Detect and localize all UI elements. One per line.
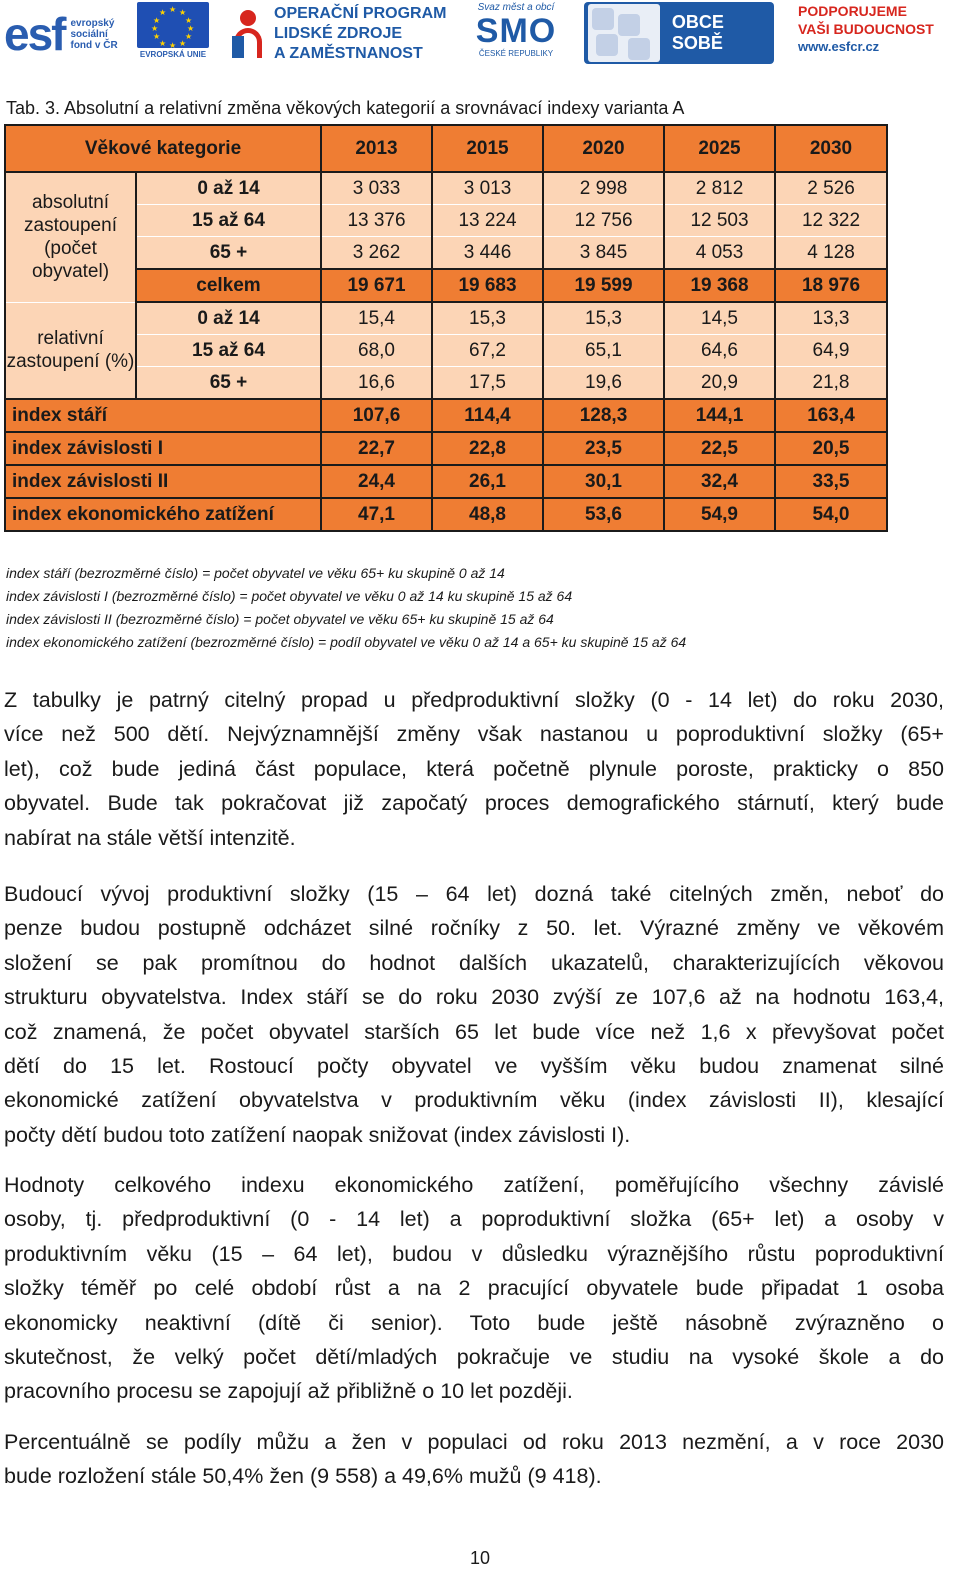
paragraph <box>4 1168 944 1409</box>
note-line: index stáří (bezrozměrné číslo) = počet obyvatel ve věku 65+ ku skupině 0 až 14 <box>6 565 505 581</box>
table-cell: 107,6 <box>321 399 432 432</box>
group-absolute: absolutní zastoupení (počet obyvatel) <box>5 172 136 302</box>
table-cell: 144,1 <box>664 399 775 432</box>
row-label: 15 až 64 <box>136 335 321 367</box>
table-cell: 67,2 <box>432 335 543 367</box>
table-cell: 4 053 <box>664 237 775 270</box>
row-label: 0 až 14 <box>136 302 321 335</box>
table-cell: 64,6 <box>664 335 775 367</box>
esf-logo-mark: esf <box>4 8 65 60</box>
index-row <box>5 465 887 498</box>
text-line: osoby, tj. předproduktivní (0 - 14 let) a poproduktivní složka (65+ let) a osoby v <box>4 1207 944 1232</box>
table-cell: 54,9 <box>664 498 775 531</box>
table-cell: 48,8 <box>432 498 543 531</box>
text-line: bude rozložení stále 50,4% žen (9 558) a 49,6% mužů (9 418). <box>4 1464 602 1489</box>
eu-flag-icon: ★ ★ ★ ★ ★ ★ ★ ★ ★ ★ ★ ★ <box>137 2 209 48</box>
table-cell: 47,1 <box>321 498 432 531</box>
eu-caption: EVROPSKÁ UNIE <box>139 50 207 59</box>
smo-mark: SMO <box>475 12 557 50</box>
table-cell: 13,3 <box>775 302 887 335</box>
text-line: Z tabulky je patrný citelný propad u předproduktivní složky (0 - 14 let) do roku 2030, <box>4 688 944 712</box>
table-cell: 24,4 <box>321 465 432 498</box>
row-label: 65 + <box>136 237 321 270</box>
text-line: složení se pak promítnou do hodnot dalších ukazatelů, charakterizujících věkovou <box>4 950 944 975</box>
text-line: složky téměř po celé období růst a na 2 pracující obyvatele bude připadat 1 osoba <box>4 1276 944 1301</box>
table-row <box>5 335 887 367</box>
table-cell: 19 683 <box>432 269 543 302</box>
table-cell: 12 756 <box>543 205 664 237</box>
note-line: index závislosti II (bezrozměrné číslo) = počet obyvatel ve věku 65+ ku skupině 15 až 64 <box>6 611 554 627</box>
index-label: index ekonomického zatížení <box>5 498 321 531</box>
text-line: obyvatel. Bude tak pokračovat již započatý proces demografického stárnutí, který bude <box>4 791 944 816</box>
op-figure-icon <box>230 6 266 62</box>
podporujeme-logo <box>798 2 958 66</box>
table-cell: 30,1 <box>543 465 664 498</box>
podporujeme-url: www.esfcr.cz <box>798 39 880 54</box>
table-notes <box>6 562 686 654</box>
table-cell: 3 262 <box>321 237 432 270</box>
logo-bar <box>0 0 960 72</box>
text-line: což znamená, že počet obyvatel starších 65 let bude více než 1,6 x převyšovat počet <box>4 1019 944 1044</box>
text-line: let), což bude jediná část populace, která početně plynule poroste, prakticky o 850 <box>4 756 944 781</box>
table-cell: 65,1 <box>543 335 664 367</box>
smo-logo <box>466 2 566 66</box>
op-line: LIDSKÉ ZDROJE <box>274 25 403 42</box>
puzzle-icon <box>588 4 660 62</box>
table-cell: 12 322 <box>775 205 887 237</box>
text-line: Percentuálně se podíly můžu a žen v populaci od roku 2013 nezmění, a v roce 2030 <box>4 1430 944 1454</box>
table-cell: 22,7 <box>321 432 432 465</box>
op-line: OPERAČNÍ PROGRAM <box>274 5 447 22</box>
table-cell: 20,5 <box>775 432 887 465</box>
obce-sobe-logo <box>584 2 774 64</box>
row-label: 15 až 64 <box>136 205 321 237</box>
table-cell: 15,3 <box>432 302 543 335</box>
table-cell: 22,5 <box>664 432 775 465</box>
table-cell: 21,8 <box>775 367 887 400</box>
podporujeme-line: VAŠI BUDOUCNOST <box>798 21 934 37</box>
table-header-row <box>5 125 887 172</box>
index-label: index závislosti I <box>5 432 321 465</box>
table-row <box>5 237 887 270</box>
row-label: 65 + <box>136 367 321 400</box>
header-age-categories: Věkové kategorie <box>5 125 321 172</box>
text-line: pracovního procesu se zapojují až přibližně o 10 let později. <box>4 1379 573 1404</box>
table-cell: 68,0 <box>321 335 432 367</box>
index-row <box>5 498 887 531</box>
header-year: 2030 <box>775 125 887 172</box>
text-line: dětí do 15 let. Rostoucí počty obyvatel ve vyšším věku budou znamenat silné <box>4 1054 944 1079</box>
table-cell: 54,0 <box>775 498 887 531</box>
index-label: index závislosti II <box>5 465 321 498</box>
table-cell: 3 845 <box>543 237 664 270</box>
text-line: penze budou postupně odcházet silné ročníky z 50. let. Výrazné změny ve věkovém <box>4 916 944 941</box>
header-year: 2013 <box>321 125 432 172</box>
esf-logo-line: sociální <box>70 28 108 40</box>
text-line: Budoucí vývoj produktivní složky (15 – 64 let) dozná také citelných změn, neboť do <box>4 882 944 906</box>
page-number: 10 <box>469 1548 491 1568</box>
esf-logo-line: fond v ČR <box>70 39 118 51</box>
table-cell: 3 446 <box>432 237 543 270</box>
text-line: více než 500 dětí. Nejvýznamnější změny však nastanou u poproduktivní složky (65+ <box>4 722 944 747</box>
table-cell: 19 368 <box>664 269 775 302</box>
text-line: strukturu obyvatelstva. Index stáří se do roku 2030 zvýší ze 107,6 až na hodnotu 163,4, <box>4 985 944 1010</box>
op-lzz-logo <box>230 2 452 66</box>
index-row <box>5 432 887 465</box>
eu-flag-logo <box>134 2 212 66</box>
podporujeme-line: PODPORUJEME <box>798 3 907 19</box>
paragraph <box>4 877 944 1152</box>
table-caption: Tab. 3. Absolutní a relativní změna věkových kategorií a srovnávací indexy varianta A <box>6 98 685 118</box>
table-cell: 17,5 <box>432 367 543 400</box>
smo-bottom: ČESKÉ REPUBLIKY <box>478 49 554 58</box>
table-cell: 53,6 <box>543 498 664 531</box>
table-cell: 14,5 <box>664 302 775 335</box>
note-line: index ekonomického zatížení (bezrozměrné číslo) = podíl obyvatel ve věku 0 až 14 a 65+ ku skupině 15 až 64 <box>6 634 687 650</box>
table-cell: 23,5 <box>543 432 664 465</box>
table-cell: 12 503 <box>664 205 775 237</box>
text-line: počty dětí budou toto zatížení naopak snižovat (index závislosti I). <box>4 1122 631 1147</box>
age-categories-table <box>4 124 888 532</box>
op-line: A ZAMĚSTNANOST <box>274 45 423 62</box>
header-year: 2025 <box>664 125 775 172</box>
paragraph <box>4 683 944 855</box>
header-year: 2015 <box>432 125 543 172</box>
smo-top: Svaz měst a obcí <box>477 2 555 13</box>
table-cell: 15,3 <box>543 302 664 335</box>
index-label: index stáří <box>5 399 321 432</box>
table-cell: 114,4 <box>432 399 543 432</box>
text-line: ekonomicky neaktivní (dítě či senior). Toto bude ještě násobně zvýrazněno o <box>4 1310 944 1335</box>
total-row <box>5 269 887 302</box>
table-cell: 13 376 <box>321 205 432 237</box>
row-label: celkem <box>136 269 321 302</box>
table-cell: 20,9 <box>664 367 775 400</box>
table-cell: 13 224 <box>432 205 543 237</box>
table-cell: 19 671 <box>321 269 432 302</box>
table-row <box>5 367 887 400</box>
text-line: skutečnost, že velký počet dětí/mladých pokračuje ve studiu na vysoké škole a do <box>4 1345 944 1370</box>
table-row <box>5 205 887 237</box>
table-cell: 18 976 <box>775 269 887 302</box>
table-cell: 22,8 <box>432 432 543 465</box>
table-row <box>5 172 887 205</box>
table-cell: 19,6 <box>543 367 664 400</box>
esf-logo-line: evropský <box>70 17 115 29</box>
text-line: Hodnoty celkového indexu ekonomického zatížení, poměřujícího všechny závislé <box>4 1173 944 1197</box>
table-cell: 26,1 <box>432 465 543 498</box>
text-line: nabírat na stále větší intenzitě. <box>4 825 296 850</box>
table-cell: 19 599 <box>543 269 664 302</box>
table-cell: 163,4 <box>775 399 887 432</box>
text-line: produktivním věku (15 – 64 let), budou v důsledku výraznějšího růstu poproduktivní <box>4 1241 944 1266</box>
table-cell: 15,4 <box>321 302 432 335</box>
header-year: 2020 <box>543 125 664 172</box>
table-cell: 4 128 <box>775 237 887 270</box>
note-line: index závislosti I (bezrozměrné číslo) = počet obyvatel ve věku 0 až 14 ku skupině 15 až 64 <box>6 588 573 604</box>
index-row <box>5 399 887 432</box>
table-cell: 16,6 <box>321 367 432 400</box>
text-line: ekonomické zatížení obyvatelstva v produktivním věku (index závislosti II), klesající <box>4 1088 944 1113</box>
table-cell: 3 013 <box>432 172 543 205</box>
table-cell: 3 033 <box>321 172 432 205</box>
table-row <box>5 302 887 335</box>
group-relative: relativní zastoupení (%) <box>5 302 136 399</box>
paragraph <box>4 1425 944 1494</box>
table-cell: 2 998 <box>543 172 664 205</box>
table-cell: 2 526 <box>775 172 887 205</box>
obce-sobe-label: OBCE SOBĚ <box>671 12 724 53</box>
table-cell: 2 812 <box>664 172 775 205</box>
table-cell: 128,3 <box>543 399 664 432</box>
table-cell: 33,5 <box>775 465 887 498</box>
row-label: 0 až 14 <box>136 172 321 205</box>
table-cell: 64,9 <box>775 335 887 367</box>
table-cell: 32,4 <box>664 465 775 498</box>
